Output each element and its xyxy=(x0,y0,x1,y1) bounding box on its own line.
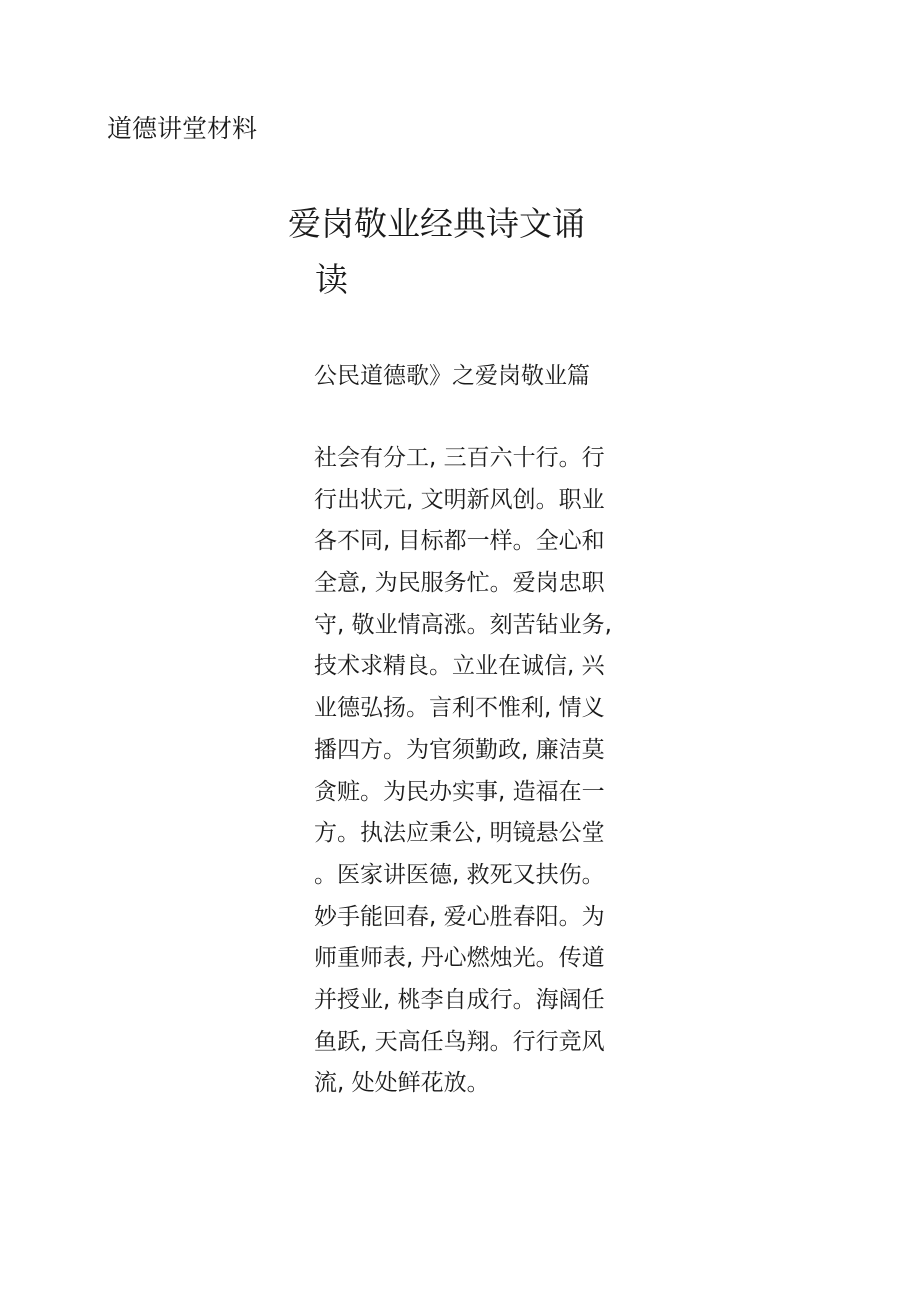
poem-line: 行出状元, 文明新风创。职业 xyxy=(314,486,605,513)
poem-line: 技术求精良。立业在诚信, 兴 xyxy=(314,653,605,680)
title-line-1: 爱岗敬业经典诗文诵 xyxy=(288,204,585,243)
poem-line: 播四方。为官须勤政, 廉洁莫 xyxy=(314,736,605,763)
poem-line: 流, 处处鲜花放。 xyxy=(314,1070,490,1097)
poem-line: 社会有分工, 三百六十行。行 xyxy=(314,445,605,471)
poem-line: 方。执法应秉公, 明镜悬公堂 xyxy=(314,820,605,847)
poem-body xyxy=(314,438,634,1105)
title-line-2: 读 xyxy=(315,260,348,299)
poem-line: 师重师表, 丹心燃烛光。传道 xyxy=(314,945,605,972)
poem-line: 妙手能回春, 爱心胜春阳。为 xyxy=(314,903,605,930)
poem-line: 守, 敬业情高涨。刻苦钻业务, xyxy=(314,611,612,638)
poem-line: 。医家讲医德, 救死又扶伤。 xyxy=(314,861,605,888)
document-header: 道德讲堂材料 xyxy=(107,114,258,143)
document-subtitle: 公民道德歌》之爱岗敬业篇 xyxy=(314,363,590,389)
document-title xyxy=(288,196,608,308)
poem-line: 全意, 为民服务忙。爱岗忠职 xyxy=(314,570,605,597)
poem-line: 并授业, 桃李自成行。海阔任 xyxy=(314,986,605,1013)
poem-line: 各不同, 目标都一样。全心和 xyxy=(314,528,605,555)
poem-line: 鱼跃, 天高任鸟翔。行行竞风 xyxy=(314,1028,605,1055)
poem-line: 业德弘扬。言利不惟利, 情义 xyxy=(314,695,605,722)
poem-line: 贪赃。为民办实事, 造福在一 xyxy=(314,778,605,805)
